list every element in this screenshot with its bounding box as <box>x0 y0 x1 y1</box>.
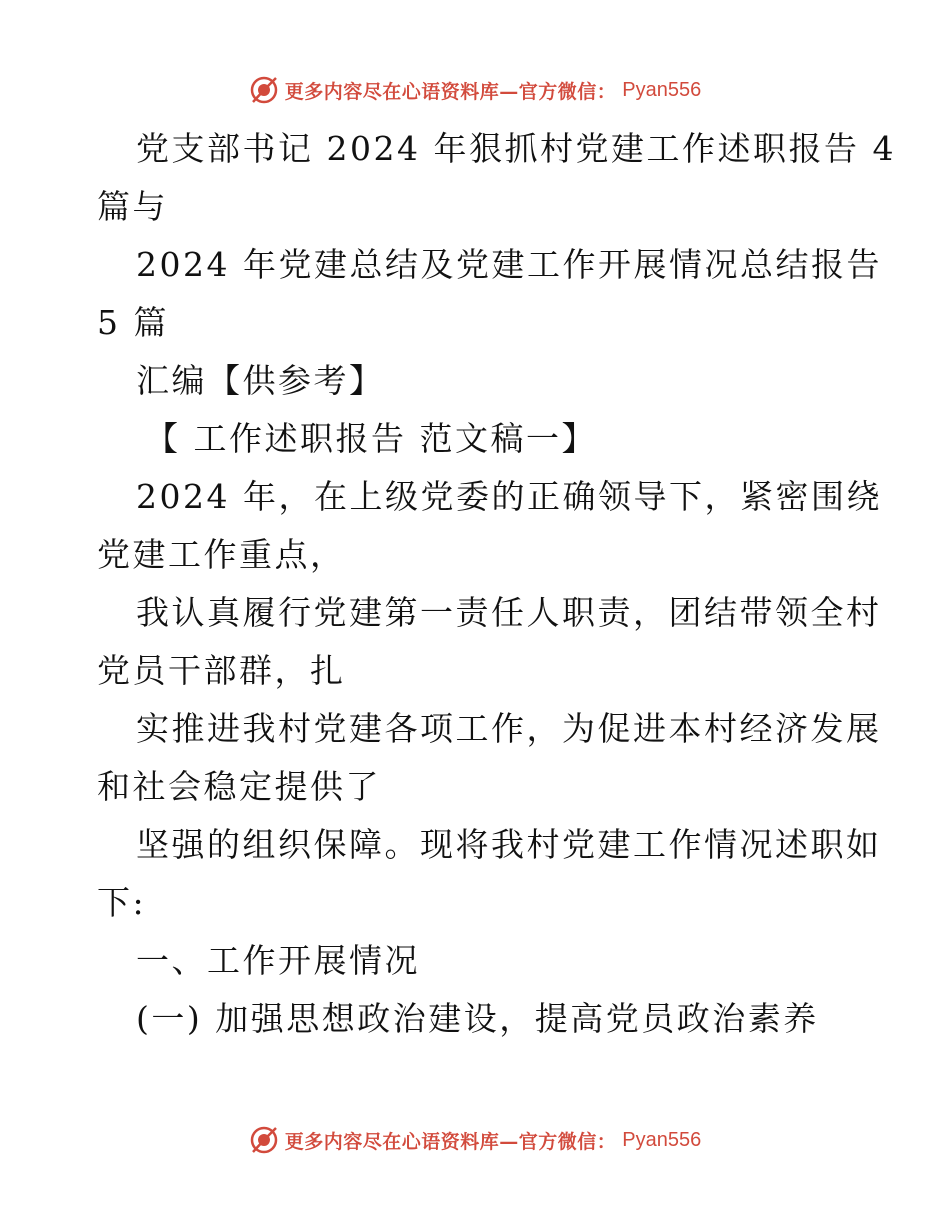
document-body <box>97 120 896 1048</box>
title-line-1: 党支部书记 2024 年狠抓村党建工作述职报告 4 <box>136 129 896 168</box>
paragraph-line: 和社会稳定提供了 <box>97 767 381 806</box>
title-line-2: 篇与 <box>97 187 168 226</box>
header-watermark <box>0 70 950 110</box>
paragraph-line: 我认真履行党建第一责任人职责，团结带领全村 <box>136 593 882 632</box>
watermark-wechat-id: Pyan556 <box>622 78 702 101</box>
footer-watermark <box>0 1120 950 1160</box>
title-line-4: 5 篇 <box>97 303 169 342</box>
title-line-3: 2024 年党建总结及党建工作开展情况总结报告 <box>136 245 882 284</box>
title-line-5: 汇编【供参考】 <box>136 361 385 400</box>
paragraph-line: 党员干部群，扎 <box>97 651 346 690</box>
subheading-political-building: (一) 加强思想政治建设，提高党员政治素养 <box>136 999 819 1038</box>
section-heading: 【 工作述职报告 范文稿一】 <box>145 419 597 458</box>
quill-seal-icon <box>249 75 279 105</box>
paragraph-line: 实推进我村党建各项工作，为促进本村经济发展 <box>136 709 882 748</box>
watermark-brand-text: 更多内容尽在心语资料库—官方微信： <box>284 80 617 103</box>
watermark-wechat-id: Pyan556 <box>622 1128 702 1151</box>
paragraph-line: 党建工作重点， <box>97 535 346 574</box>
paragraph-line: 坚强的组织保障。现将我村党建工作情况述职如 <box>136 825 882 864</box>
paragraph-line: 下: <box>97 883 147 922</box>
quill-seal-icon <box>249 1125 279 1155</box>
subheading-work-status: 一、工作开展情况 <box>136 941 420 980</box>
watermark-brand-text: 更多内容尽在心语资料库—官方微信： <box>284 1130 617 1153</box>
paragraph-line: 2024 年，在上级党委的正确领导下，紧密围绕 <box>136 477 882 516</box>
